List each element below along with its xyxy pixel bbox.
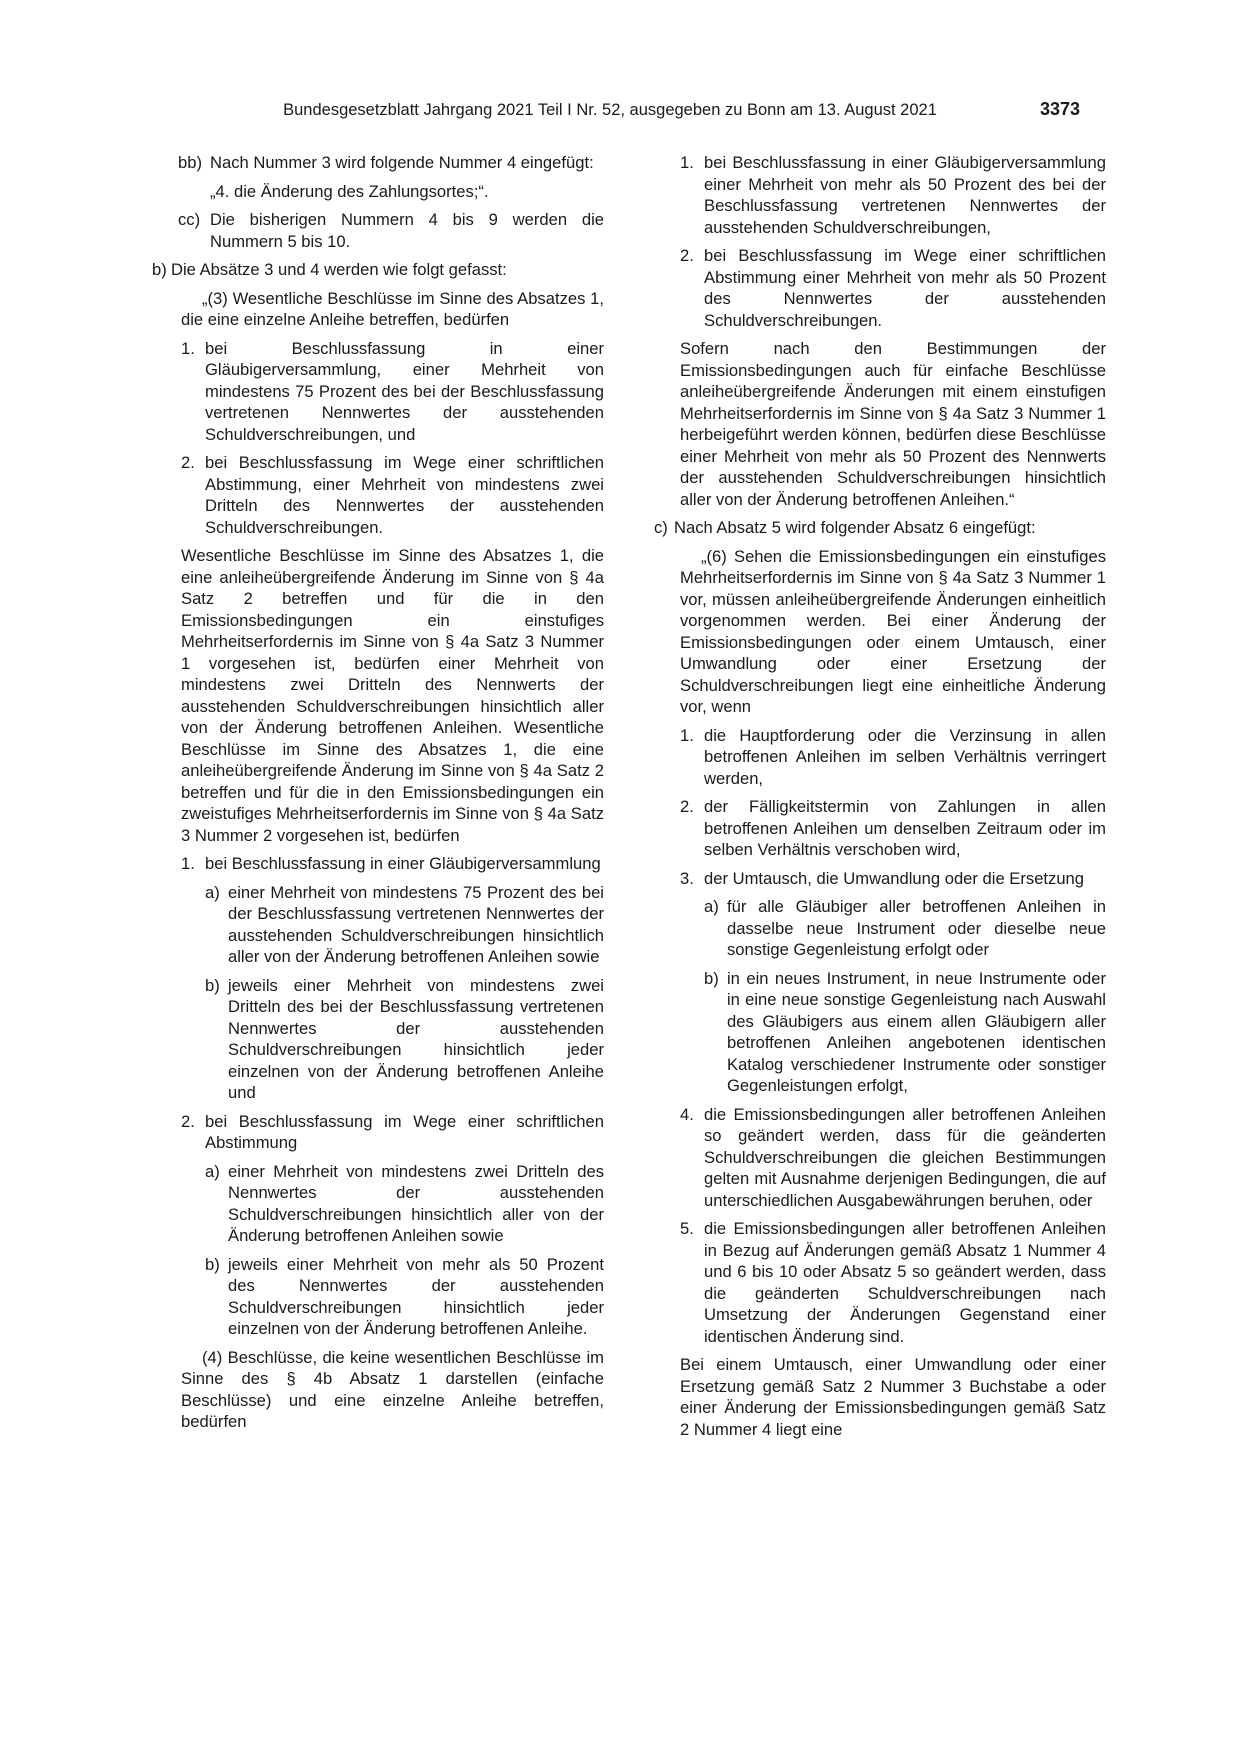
list-item [654,245,1106,331]
item-text: jeweils einer Mehrheit von mehr als 50 Prozent des Nennwertes der ausstehenden Schuldverschreibungen hinsichtlich jeder einzelnen von der Änderung betroffenen Anleihe. [228,1254,604,1338]
item-text: Nach Absatz 5 wird folgender Absatz 6 eingefügt: [674,518,1036,537]
list-item [152,853,604,875]
item-label: a) [205,882,220,902]
item-text: einer Mehrheit von mindestens 75 Prozent des bei der Beschlussfassung vertretenen Nennwertes der ausstehenden Schuldverschreibungen hinsichtlich aller von der Änderung betroffenen Anleihen sowie [228,882,604,966]
list-item [654,796,1106,861]
item-b [152,259,604,281]
item-label: 4. [680,1104,694,1124]
item-text: einer Mehrheit von mindestens zwei Dritteln des Nennwertes der ausstehenden Schuldverschreibungen hinsichtlich aller von der Änderung betroffenen Anleihen sowie [228,1161,604,1245]
paragraph-6-intro: „(6) Sehen die Emissionsbedingungen ein einstufiges Mehrheitserfordernis im Sinne von § 4a Satz 3 Nummer 1 vor, müssen anleiheübergreifende Änderungen einheitlich vorgenommen werden. Bei einer Änderung der Emissionsbedingungen oder einem Umtausch, einer Umwandlung oder einer Ersetzung der Schuldverschreibungen liegt eine einheitliche Änderung vor, wenn [680,546,1106,716]
item-text: Nach Nummer 3 wird folgende Nummer 4 eingefügt: [210,153,594,172]
page-number: 3373 [1040,99,1081,119]
sub-item [654,896,1106,961]
item-label: cc) [178,210,201,229]
item-text: die Emissionsbedingungen aller betroffenen Anleihen so geändert werden, dass für die geänderten Schuldverschreibungen die gleichen Bestimmungen gelten mit Ausnahme derjenigen Bedingungen, die auf unterschiedlichen Ausgabewährungen beruhen, oder [704,1104,1106,1210]
item-label: a) [205,1161,220,1181]
item-label: 2. [181,453,195,472]
item-label: bb) [178,153,202,172]
item-label: 3. [680,868,694,888]
paragraph-3-intro: „(3) Wesentliche Beschlüsse im Sinne des Absatzes 1, die eine einzelne Anleihe betreffen, bedürfen [181,288,604,329]
item-label: 2. [181,1111,195,1131]
item-c [654,517,1106,539]
item-label: b) [205,1254,220,1274]
left-column [152,152,604,1440]
list-item [654,725,1106,790]
list-item [152,1111,604,1154]
gazette-title: Bundesgesetzblatt Jahrgang 2021 Teil I Nr. 52, ausgegeben zu Bonn am 13. August 2021 [283,101,937,119]
list-item [654,868,1106,890]
list-item [654,1104,1106,1212]
sub-item [152,1254,604,1340]
item-label: b) [205,975,220,995]
item-text: in ein neues Instrument, in neue Instrumente oder in eine neue sonstige Gegenleistung nach Auswahl des Gläubigers aus einem allen Gläubigern aller betroffenen Anleihen angebotenen identischen Katalog verschiedener Instrumente oder sonstiger Gegenleistungen erfolgt, [727,968,1106,1095]
right-column [654,152,1106,1447]
item-bb [152,152,604,174]
item-text: bei Beschlussfassung in einer Gläubigerversammlung, einer Mehrheit von mindestens 75 Prozent des bei der Beschlussfassung vertretenen Nennwertes der ausstehenden Schuldverschreibungen, und [205,338,604,444]
item-label: 2. [680,246,694,265]
sub-item [152,1161,604,1247]
item-text: der Umtausch, die Umwandlung oder die Ersetzung [704,868,1085,888]
list-item [152,338,604,446]
item-text: bei Beschlussfassung im Wege einer schriftlichen Abstimmung einer Mehrheit von mehr als 50 Prozent des Nennwertes der ausstehenden Schuldverschreibungen. [704,246,1106,330]
item-cc [152,209,604,252]
item-text: bei Beschlussfassung in einer Gläubigerversammlung einer Mehrheit von mehr als 50 Prozent des bei der Beschlussfassung vertretenen Nennwertes der ausstehenden Schuldverschreibungen, [704,153,1106,237]
paragraph-4: (4) Beschlüsse, die keine wesentlichen Beschlüsse im Sinne des § 4b Absatz 1 darstellen (einfache Beschlüsse) und eine einzelne Anleihe betreffen, bedürfen [181,1347,604,1431]
paragraph-final: Bei einem Umtausch, einer Umwandlung oder einer Ersetzung gemäß Satz 2 Nummer 3 Buchstabe a oder einer Änderung der Emissionsbedingungen gemäß Satz 2 Nummer 4 liegt eine [680,1355,1106,1439]
item-text: die Hauptforderung oder die Verzinsung in allen betroffenen Anleihen im selben Verhältnis verringert werden, [704,725,1106,788]
item-label: 1. [680,725,694,745]
paragraph-3-second: Wesentliche Beschlüsse im Sinne des Absatzes 1, die eine anleiheübergreifende Änderung im Sinne von § 4a Satz 2 betreffen und für die in den Emissionsbedingungen ein einstufiges Mehrheitserfordernis im Sinne von § 4a Satz 3 Nummer 1 vorgesehen ist, bedürfen einer Mehrheit von mindestens zwei Dritteln des Nennwerts der ausstehenden Schuldverschreibungen hinsichtlich aller von der Änderung betroffenen Anleihen. Wesentliche Beschlüsse im Sinne des Absatzes 1, die eine anleiheübergreifende Änderung im Sinne von § 4a Satz 2 betreffen und für die in den Emissionsbedingungen ein zweistufiges Mehrheitserfordernis im Sinne von § 4a Satz 3 Nummer 2 vorgesehen ist, bedürfen [181,546,604,845]
item-label: c) [654,518,668,537]
item-label: 1. [680,153,694,172]
item-label: b) [704,968,719,988]
list-item [654,152,1106,238]
item-text: der Fälligkeitstermin von Zahlungen in allen betroffenen Anleihen um denselben Zeitraum oder im selben Verhältnis verschoben wird, [704,797,1106,859]
sub-item [152,882,604,968]
item-text: bei Beschlussfassung im Wege einer schriftlichen Abstimmung [205,1111,604,1152]
item-text: bei Beschlussfassung im Wege einer schriftlichen Abstimmung, einer Mehrheit von mindestens zwei Dritteln des Nennwertes der ausstehenden Schuldverschreibungen. [205,453,604,537]
item-text: bei Beschlussfassung in einer Gläubigerversammlung [205,854,601,873]
item-text: Die Absätze 3 und 4 werden wie folgt gefasst: [171,260,507,279]
list-item [152,452,604,538]
item-text: für alle Gläubiger aller betroffenen Anleihen in dasselbe neue Instrument oder dieselbe neue sonstige Gegenleistung erfolgt oder [727,897,1106,959]
item-text: die Emissionsbedingungen aller betroffenen Anleihen in Bezug auf Änderungen gemäß Absatz 1 Nummer 4 und 6 bis 10 oder Absatz 5 so geändert werden, dass die geänderten Schuldverschreibungen nach Umsetzung der Änderungen Gegenstand einer identischen Änderung sind. [704,1219,1106,1346]
paragraph-simple-resolutions: Sofern nach den Bestimmungen der Emissionsbedingungen auch für einfache Beschlüsse anleiheübergreifende Änderungen mit einem einstufigen Mehrheitserfordernis im Sinne von § 4a Satz 3 Nummer 1 herbeigeführt werden können, bedürfen diese Beschlüsse einer Mehrheit von mehr als 50 Prozent des Nennwerts der ausstehenden Schuldverschreibungen hinsichtlich aller von der Änderung betroffenen Anleihen.“ [680,339,1106,509]
sub-item [152,975,604,1104]
quoted-insertion: „4. die Änderung des Zahlungsortes;“. [210,181,489,201]
item-label: 5. [680,1219,694,1238]
item-label: 1. [181,338,195,358]
sub-item [654,968,1106,1097]
item-label: b) [152,260,167,279]
item-label: 1. [181,854,195,873]
item-label: 2. [680,797,694,816]
item-label: a) [704,897,719,916]
list-item [654,1218,1106,1347]
item-text: Die bisherigen Nummern 4 bis 9 werden die Nummern 5 bis 10. [210,210,604,251]
item-text: jeweils einer Mehrheit von mindestens zwei Dritteln des bei der Beschlussfassung vertretenen Nennwertes der ausstehenden Schuldverschreibungen hinsichtlich jeder einzelnen von der Änderung betroffenen Anleihe und [228,975,604,1102]
